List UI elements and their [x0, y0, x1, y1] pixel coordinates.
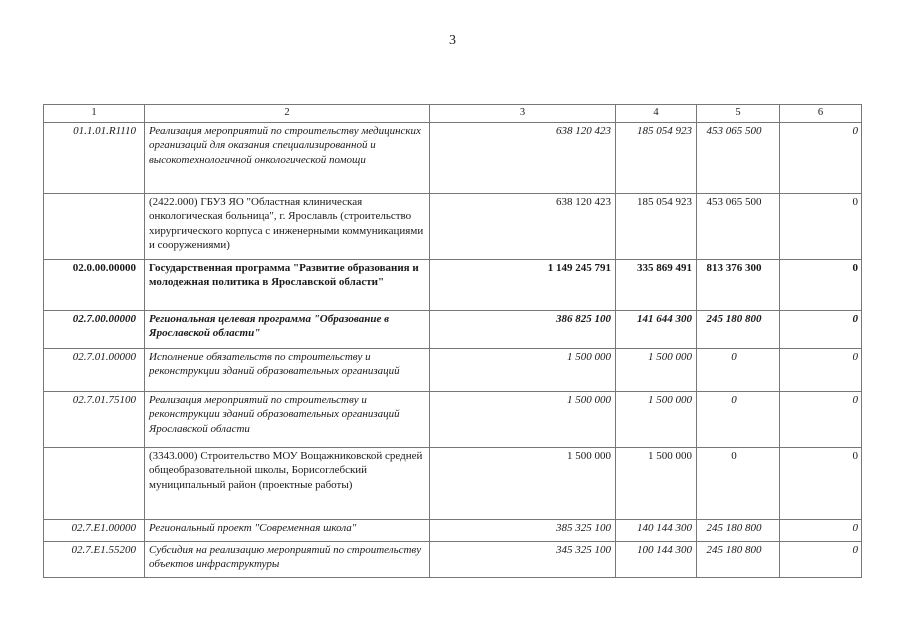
row-year2-amount: 245 180 800: [697, 310, 780, 348]
row-year1-amount: 100 144 300: [616, 541, 697, 577]
table-row: [44, 541, 862, 577]
row-year3-amount: 0: [780, 259, 862, 310]
row-code: 02.7.00.00000: [44, 310, 145, 348]
row-code: 02.7.01.00000: [44, 348, 145, 391]
row-code: [44, 193, 145, 259]
row-name: Реализация мероприятий по строительству и реконструкции зданий образовательных организаций Ярославской области: [145, 391, 430, 447]
row-total-amount: 1 149 245 791: [430, 259, 616, 310]
row-year3-amount: 0: [780, 193, 862, 259]
row-year3-amount: 0: [780, 541, 862, 577]
row-year2-amount: 0: [697, 447, 780, 519]
row-total-amount: 1 500 000: [430, 391, 616, 447]
table-row: [44, 310, 862, 348]
row-name: Региональная целевая программа "Образование в Ярославской области": [145, 310, 430, 348]
row-year2-amount: 453 065 500: [697, 193, 780, 259]
table-row: [44, 259, 862, 310]
row-year3-amount: 0: [780, 310, 862, 348]
row-name: (3343.000) Строительство МОУ Вощажниковской средней общеобразовательной школы, Борисоглебский муниципальный район (проектные работы): [145, 447, 430, 519]
budget-table: [43, 104, 862, 578]
row-code: [44, 447, 145, 519]
row-year3-amount: 0: [780, 391, 862, 447]
row-year2-amount: 245 180 800: [697, 519, 780, 541]
row-total-amount: 345 325 100: [430, 541, 616, 577]
row-year1-amount: 1 500 000: [616, 391, 697, 447]
row-total-amount: 638 120 423: [430, 122, 616, 193]
row-year1-amount: 185 054 923: [616, 193, 697, 259]
row-year1-amount: 1 500 000: [616, 447, 697, 519]
row-code: 02.7.E1.55200: [44, 541, 145, 577]
table-row: [44, 193, 862, 259]
row-year3-amount: 0: [780, 348, 862, 391]
row-year3-amount: 0: [780, 447, 862, 519]
row-total-amount: 386 825 100: [430, 310, 616, 348]
row-year1-amount: 335 869 491: [616, 259, 697, 310]
row-year1-amount: 140 144 300: [616, 519, 697, 541]
table-body: [44, 122, 862, 577]
row-total-amount: 638 120 423: [430, 193, 616, 259]
column-header: 3: [430, 105, 616, 123]
row-code: 02.0.00.00000: [44, 259, 145, 310]
column-header: 4: [616, 105, 697, 123]
row-year1-amount: 185 054 923: [616, 122, 697, 193]
row-code: 02.7.01.75100: [44, 391, 145, 447]
row-year2-amount: 0: [697, 348, 780, 391]
row-year1-amount: 1 500 000: [616, 348, 697, 391]
row-year3-amount: 0: [780, 519, 862, 541]
row-year3-amount: 0: [780, 122, 862, 193]
row-total-amount: 385 325 100: [430, 519, 616, 541]
row-year2-amount: 245 180 800: [697, 541, 780, 577]
row-name: Субсидия на реализацию мероприятий по строительству объектов инфраструктуры: [145, 541, 430, 577]
row-year2-amount: 813 376 300: [697, 259, 780, 310]
row-year2-amount: 453 065 500: [697, 122, 780, 193]
table-row: [44, 519, 862, 541]
page-number: 3: [449, 33, 456, 48]
row-year1-amount: 141 644 300: [616, 310, 697, 348]
row-name: (2422.000) ГБУЗ ЯО "Областная клиническая онкологическая больница", г. Ярославль (строительство хирургического корпуса с инженерными коммуникациями и сооружениями): [145, 193, 430, 259]
column-header: 2: [145, 105, 430, 123]
row-total-amount: 1 500 000: [430, 348, 616, 391]
column-header: 5: [697, 105, 780, 123]
row-name: Региональный проект "Современная школа": [145, 519, 430, 541]
column-header: 6: [780, 105, 862, 123]
row-code: 01.1.01.R1110: [44, 122, 145, 193]
table-row: [44, 122, 862, 193]
row-name: Исполнение обязательств по строительству и реконструкции зданий образовательных организаций: [145, 348, 430, 391]
column-header: 1: [44, 105, 145, 123]
row-name: Государственная программа "Развитие образования и молодежная политика в Ярославской области": [145, 259, 430, 310]
table-header-row: [44, 105, 862, 123]
table-row: [44, 391, 862, 447]
table-row: [44, 348, 862, 391]
row-name: Реализация мероприятий по строительству медицинских организаций для оказания специализированной и высокотехнологичной онкологической помощи: [145, 122, 430, 193]
row-code: 02.7.E1.00000: [44, 519, 145, 541]
row-year2-amount: 0: [697, 391, 780, 447]
table-row: [44, 447, 862, 519]
row-total-amount: 1 500 000: [430, 447, 616, 519]
